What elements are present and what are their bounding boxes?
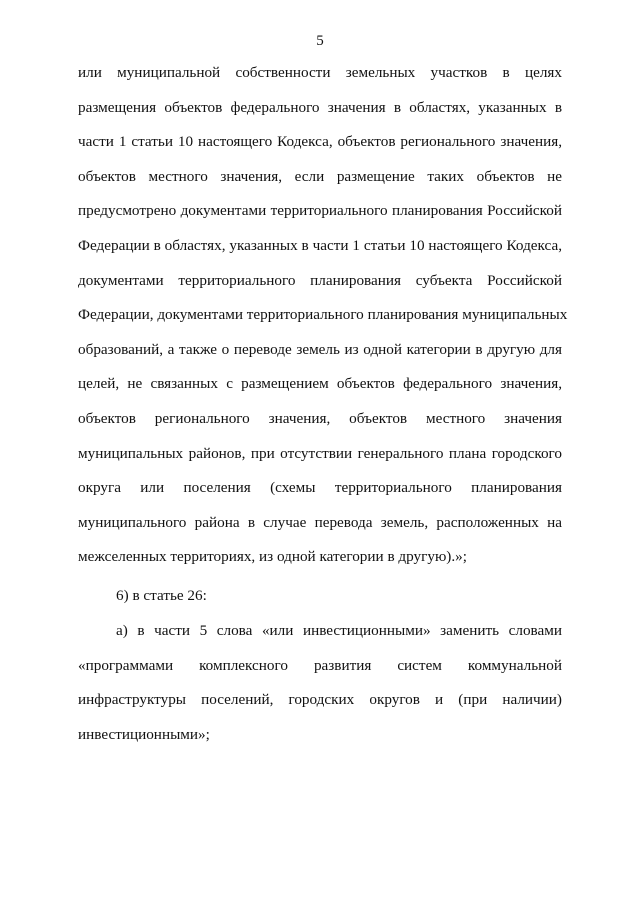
- paragraph-item-6: [78, 586, 562, 621]
- page-number: 5: [316, 33, 324, 49]
- text-line: образований, а также о переводе земель из одной категории в другую для: [78, 340, 562, 358]
- text-line: муниципальных районов, при отсутствии генерального плана городского: [78, 444, 562, 462]
- text-line: инфраструктуры поселений, городских округов и (при наличии): [78, 691, 562, 709]
- text-line: муниципального района в случае перевода земель, расположенных на: [78, 513, 562, 531]
- text-line: межселенных территориях, из одной категории в другую).»;: [78, 548, 467, 566]
- text-line: округа или поселения (схемы территориального планирования: [78, 479, 562, 497]
- text-line: «программами комплексного развития систем коммунальной: [78, 656, 562, 674]
- text-line: части 1 статьи 10 настоящего Кодекса, объектов регионального значения,: [78, 133, 562, 151]
- text-line: а) в части 5 слова «или инвестиционными» заменить словами: [116, 622, 562, 639]
- paragraph-subitem-a: [78, 621, 562, 759]
- text-line: инвестиционными»;: [78, 725, 210, 743]
- text-line: размещения объектов федерального значения в областях, указанных в: [78, 98, 562, 116]
- paragraph-continuation: [78, 63, 568, 582]
- text-line: целей, не связанных с размещением объектов федерального значения,: [78, 375, 562, 393]
- text-line: объектов местного значения, если размещение таких объектов не: [78, 167, 562, 185]
- text-line: объектов регионального значения, объектов местного значения: [78, 409, 562, 427]
- text-line: документами территориального планирования субъекта Российской: [78, 271, 562, 289]
- text-line: 6) в статье 26:: [116, 587, 207, 604]
- text-line: Федерации, документами территориального планирования муниципальных: [78, 306, 568, 324]
- text-line: Федерации в областях, указанных в части 1 статьи 10 настоящего Кодекса,: [78, 236, 562, 254]
- text-line: предусмотрено документами территориального планирования Российской: [78, 202, 562, 220]
- text-line: или муниципальной собственности земельных участков в целях: [78, 64, 562, 81]
